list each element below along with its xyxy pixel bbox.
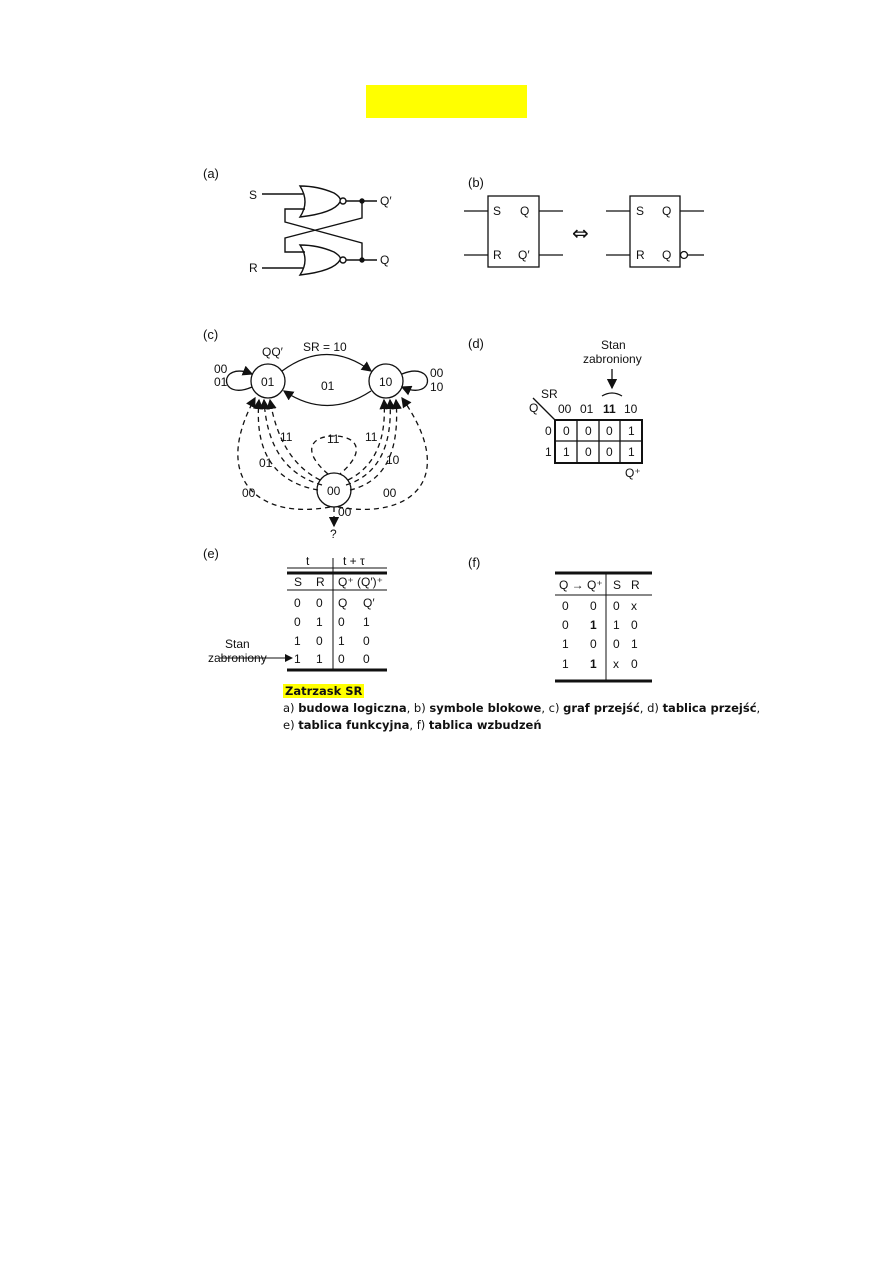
kmap-cell: 0 <box>585 445 592 459</box>
panel-label-f: (f) <box>468 555 481 570</box>
caption-term: tablica funkcyjna <box>298 718 410 732</box>
kmap-col-header: 00 <box>558 402 572 416</box>
xtable-cell: 0 <box>631 618 638 632</box>
ftable-col: Q⁺ <box>338 575 354 589</box>
kmap-cell: 0 <box>585 424 592 438</box>
ftable-cell: Q <box>338 596 348 610</box>
block1-r: R <box>493 248 502 262</box>
ftable-cell: 0 <box>316 634 323 648</box>
kmap-row-q: 1 <box>545 445 552 459</box>
edge-right-10: 10 <box>386 453 400 467</box>
ftable-cell: 1 <box>294 634 301 648</box>
question-mark: ? <box>330 527 337 541</box>
block1-qp: Q′ <box>518 248 530 262</box>
kmap-cell: 1 <box>628 424 635 438</box>
block2-r: R <box>636 248 645 262</box>
ftable-cell: 1 <box>338 634 345 648</box>
latch-r-label: R <box>249 261 258 275</box>
kmap-col-header: 10 <box>624 402 638 416</box>
panel-a-latch <box>262 186 377 275</box>
kmap-forbidden-line2: zabroniony <box>583 352 642 366</box>
ftable-cell: 0 <box>338 652 345 666</box>
node-10: 10 <box>379 375 393 389</box>
xtable-cell: 0 <box>631 657 638 671</box>
latch-s-label: S <box>249 188 258 202</box>
kmap-corner-q: Q <box>529 401 539 415</box>
caption-text: , f) <box>409 718 429 732</box>
kmap-forbidden-line1: Stan <box>601 338 626 352</box>
xtable-cell: 0 <box>590 637 597 651</box>
panel-label-d: (d) <box>468 336 484 351</box>
edge-right-00: 00 <box>383 486 397 500</box>
edge-left-00: 00 <box>242 486 256 500</box>
caption-text: , b) <box>406 701 430 715</box>
xtable-cell: x <box>631 599 637 613</box>
ftable-cell: 0 <box>294 596 301 610</box>
ftable-cell: 0 <box>316 596 323 610</box>
caption-title: Zatrzask SR <box>285 684 363 698</box>
equivalence-arrow-icon: ⇔ <box>572 221 589 245</box>
kmap-col-header: 11 <box>603 402 616 416</box>
caption-term: tablica wzbudzeń <box>428 718 542 732</box>
xtable-cell: 1 <box>631 637 638 651</box>
xtable-cell: 1 <box>590 618 597 632</box>
ftable-cell: 0 <box>294 615 301 629</box>
caption-line-1 <box>283 700 760 717</box>
figure-caption <box>283 683 760 734</box>
ftable-forbidden-line2: zabroniony <box>208 651 267 665</box>
xtable-col: R <box>631 578 640 592</box>
block2-q: Q <box>662 204 672 218</box>
edge-bottom-00: 00 <box>338 505 352 519</box>
kmap-cell: 0 <box>563 424 570 438</box>
xtable-cell: 0 <box>590 599 597 613</box>
kmap-output: Q⁺ <box>625 466 641 480</box>
kmap-col-header: 01 <box>580 402 594 416</box>
xtable-cell: 1 <box>562 657 569 671</box>
block1-q: Q <box>520 204 530 218</box>
edge-left-01: 01 <box>259 456 273 470</box>
node-01: 01 <box>261 375 275 389</box>
latch-qp-label: Q′ <box>380 194 392 208</box>
ftable-head-t: t <box>306 554 310 568</box>
caption-text: , c) <box>541 701 564 715</box>
loop-left-00: 00 <box>214 362 228 376</box>
panel-label-b: (b) <box>468 175 484 190</box>
xtable-cell: 0 <box>562 599 569 613</box>
sr-label: SR = 10 <box>303 340 347 354</box>
ftable-cell: 1 <box>294 652 301 666</box>
panel-label-a: (a) <box>203 166 219 181</box>
xtable-cell: 1 <box>613 618 620 632</box>
caption-text: , d) <box>639 701 663 715</box>
ftable-col: S <box>294 575 303 589</box>
ftable-cell: Q′ <box>363 596 375 610</box>
kmap-corner-sr: SR <box>541 387 558 401</box>
ftable-cell: 0 <box>363 634 370 648</box>
kmap-cell: 1 <box>563 445 570 459</box>
edge-mid-01: 01 <box>321 379 335 393</box>
block2-s: S <box>636 204 645 218</box>
kmap-cell: 1 <box>628 445 635 459</box>
xtable-cell: 1 <box>562 637 569 651</box>
kmap-cell: 0 <box>606 424 613 438</box>
caption-term: symbole blokowe <box>429 701 542 715</box>
xtable-cell: 0 <box>613 637 620 651</box>
xtable-col: Q → Q⁺ <box>559 578 603 592</box>
panel-label-c: (c) <box>203 327 219 342</box>
caption-title-row <box>283 683 760 700</box>
ftable-cell: 0 <box>338 615 345 629</box>
loop-right-10: 10 <box>430 380 444 394</box>
xtable-cell: 1 <box>590 657 597 671</box>
ftable-cell: 1 <box>363 615 370 629</box>
edge-mid-11: 11 <box>327 432 340 446</box>
caption-term: tablica przejść <box>662 701 757 715</box>
xtable-cell: x <box>613 657 619 671</box>
ftable-col: R <box>316 575 325 589</box>
caption-term: graf przejść <box>563 701 640 715</box>
loop-left-01: 01 <box>214 375 228 389</box>
kmap-row-q: 0 <box>545 424 552 438</box>
caption-text: a) <box>283 701 299 715</box>
caption-line-2 <box>283 717 760 734</box>
ftable-cell: 1 <box>316 652 323 666</box>
caption-term: budowa logiczna <box>298 701 407 715</box>
edge-right-11: 11 <box>365 430 378 444</box>
latch-q-label: Q <box>380 253 390 267</box>
edge-left-11: 11 <box>280 430 293 444</box>
caption-text: e) <box>283 718 299 732</box>
loop-right-00: 00 <box>430 366 444 380</box>
panel-label-e: (e) <box>203 546 219 561</box>
state-label-qq: QQ′ <box>262 345 283 359</box>
caption-text: , <box>756 701 761 715</box>
xtable-cell: 0 <box>562 618 569 632</box>
ftable-head-ttau: t + τ <box>343 554 365 568</box>
xtable-cell: 0 <box>613 599 620 613</box>
block1-s: S <box>493 204 502 218</box>
ftable-cell: 1 <box>316 615 323 629</box>
node-00: 00 <box>327 484 341 498</box>
block2-q2: Q <box>662 248 672 262</box>
ftable-forbidden-line1: Stan <box>225 637 250 651</box>
kmap-cell: 0 <box>606 445 613 459</box>
xtable-col: S <box>613 578 622 592</box>
ftable-col: (Q′)⁺ <box>357 575 383 589</box>
ftable-cell: 0 <box>363 652 370 666</box>
